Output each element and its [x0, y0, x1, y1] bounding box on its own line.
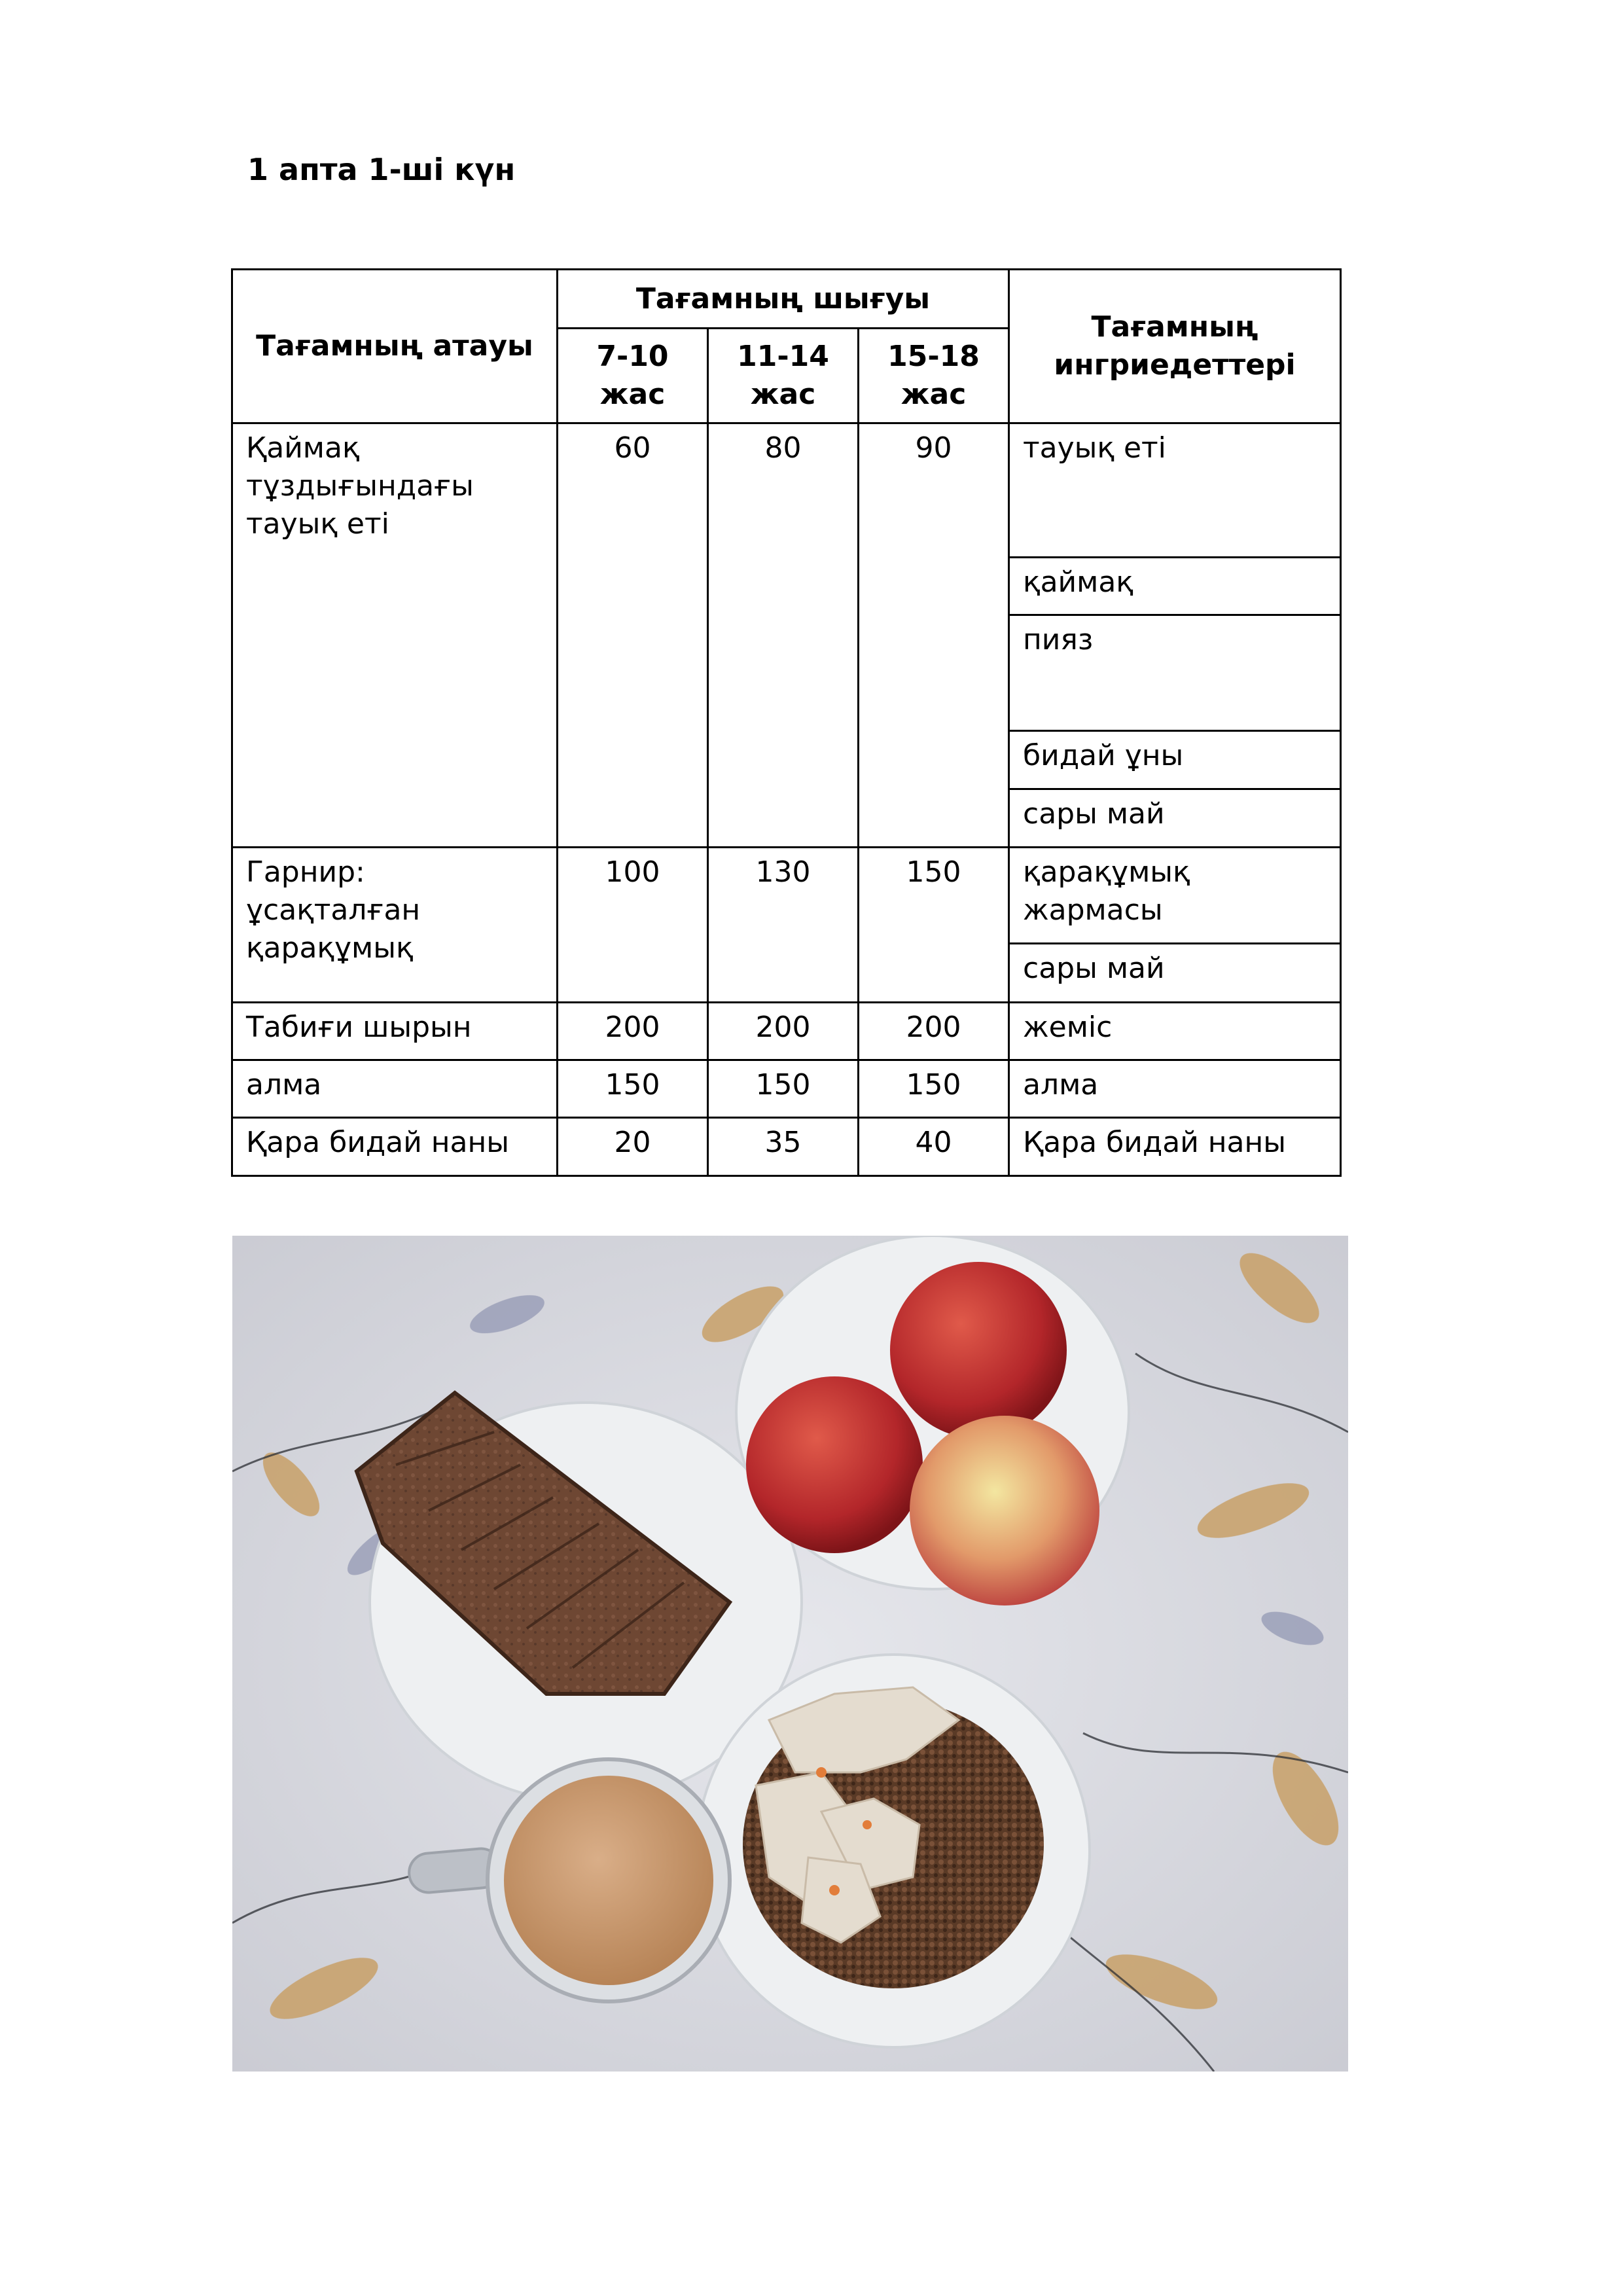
dish-cell: Гарнир: ұсақталған қарақұмық — [232, 848, 558, 1003]
yield-cell: 80 — [708, 423, 859, 848]
yield-cell: 150 — [708, 1060, 859, 1118]
ingredient-cell: сары май — [1009, 944, 1341, 1003]
apple — [890, 1262, 1067, 1439]
dish-cell: Қаймақ тұздығындағы тауық еті — [232, 423, 558, 848]
ingredient-cell: қаймақ — [1009, 558, 1341, 615]
yield-cell: 40 — [859, 1118, 1009, 1176]
yield-cell: 100 — [558, 848, 708, 1003]
yield-cell: 60 — [558, 423, 708, 848]
yield-cell: 200 — [708, 1003, 859, 1060]
meal-photo — [232, 1236, 1348, 2072]
ingredient-cell: пияз — [1009, 615, 1341, 731]
table-row — [232, 423, 1341, 558]
yield-cell: 90 — [859, 423, 1009, 848]
header-yield: Тағамның шығуы — [558, 270, 1009, 329]
header-ingredients: Тағамның ингриедеттері — [1009, 270, 1341, 423]
yield-cell: 200 — [859, 1003, 1009, 1060]
yield-cell: 35 — [708, 1118, 859, 1176]
juice — [504, 1776, 713, 1985]
header-age-7-10: 7-10 жас — [558, 329, 708, 423]
ingredient-cell: сары май — [1009, 789, 1341, 848]
yield-cell: 150 — [558, 1060, 708, 1118]
table-row — [232, 1060, 1341, 1118]
yield-cell: 150 — [859, 848, 1009, 1003]
ingredient-cell: тауық еті — [1009, 423, 1341, 558]
dish-cell: алма — [232, 1060, 558, 1118]
yield-cell: 130 — [708, 848, 859, 1003]
header-dish-name: Тағамның атауы — [232, 270, 558, 423]
ingredient-cell: қарақұмық жармасы — [1009, 848, 1341, 944]
header-age-11-14: 11-14 жас — [708, 329, 859, 423]
ingredient-cell: Қара бидай наны — [1009, 1118, 1341, 1176]
ingredient-cell: бидай ұны — [1009, 731, 1341, 789]
table-row — [232, 1003, 1341, 1060]
yield-cell: 150 — [859, 1060, 1009, 1118]
ingredient-cell: жеміс — [1009, 1003, 1341, 1060]
dish-cell: Табиғи шырын — [232, 1003, 558, 1060]
header-age-15-18: 15-18 жас — [859, 329, 1009, 423]
yield-cell: 20 — [558, 1118, 708, 1176]
table-row — [232, 1118, 1341, 1176]
page-title: 1 апта 1-ші күн — [247, 152, 516, 187]
ingredient-cell: алма — [1009, 1060, 1341, 1118]
apple — [746, 1376, 923, 1553]
yield-cell: 200 — [558, 1003, 708, 1060]
dish-cell: Қара бидай наны — [232, 1118, 558, 1176]
apple — [910, 1416, 1099, 1605]
menu-table — [231, 268, 1342, 1177]
table-row — [232, 848, 1341, 944]
